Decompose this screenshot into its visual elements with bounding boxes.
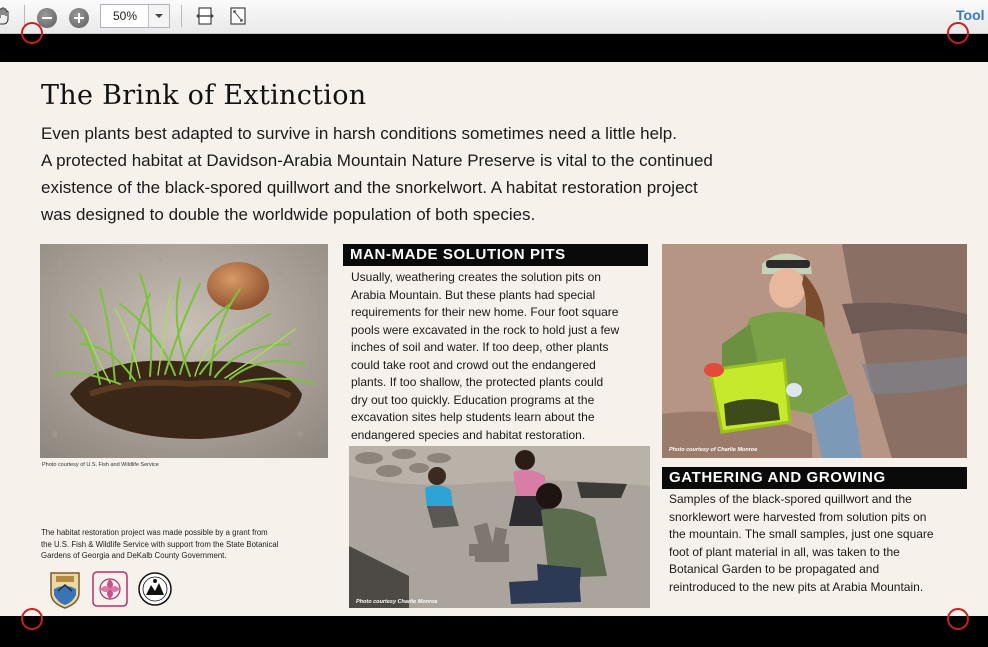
- fit-page-icon: [229, 6, 247, 26]
- text-line: the mountain. The small samples, just one square: [669, 527, 934, 541]
- funding-credits: [41, 527, 331, 562]
- text-line: inches of soil and water. If too deep, other plants: [351, 340, 609, 354]
- tools-link[interactable]: Tool: [956, 7, 985, 23]
- section-body: [351, 269, 651, 444]
- photo-credit: Photo courtesy of Charlie Monroe: [669, 447, 758, 453]
- excavation-photo: [349, 446, 650, 608]
- text-line: Arabia Mountain. But these plants had special: [351, 287, 596, 302]
- fit-width-icon: [196, 6, 214, 26]
- text-line: foot of plant material in all, was taken to the: [669, 544, 900, 559]
- text-line: Samples of the black-spored quillwort and the: [669, 492, 912, 506]
- intro-paragraph: [41, 120, 901, 228]
- hand-icon[interactable]: [0, 4, 12, 28]
- intro-line: A protected habitat at Davidson-Arabia Mountain Nature Preserve is vital to the continued: [41, 151, 713, 170]
- text-line: requirements for their new home. Four foot square: [351, 305, 619, 319]
- botanical-garden-logo: [92, 571, 126, 605]
- usfws-logo: [48, 571, 82, 605]
- registration-mark: [947, 22, 969, 44]
- credit-line: the U.S. Fish & Wildlife Service with support from the State Botanical: [41, 539, 279, 549]
- dekalb-county-logo: [137, 571, 171, 605]
- text-line: could take root and crowd out the endangered: [351, 357, 596, 372]
- registration-mark: [21, 608, 43, 630]
- credit-line: The habitat restoration project was made possible by a grant from: [41, 528, 268, 537]
- section-heading: MAN-MADE SOLUTION PITS: [343, 244, 648, 266]
- zoom-in-button[interactable]: [68, 4, 90, 28]
- intro-line: Even plants best adapted to survive in harsh conditions sometimes need a little help.: [41, 124, 677, 143]
- fit-page-button[interactable]: [227, 4, 249, 28]
- photo-credit: Photo courtesy of U.S. Fish and Wildlife Service: [42, 462, 159, 468]
- text-line: Usually, weathering creates the solution pits on: [351, 270, 601, 284]
- gathering-photo: [662, 244, 967, 458]
- text-line: Botanical Garden to be propagated and: [669, 562, 880, 576]
- section-body: [669, 491, 969, 596]
- fit-width-button[interactable]: [194, 4, 216, 28]
- text-line: endangered species and habitat restoration.: [351, 427, 586, 442]
- pdf-toolbar: [0, 0, 988, 34]
- zoom-select[interactable]: [100, 4, 170, 28]
- text-line: snorklewort were harvested from solution pits on: [669, 509, 927, 524]
- intro-line: existence of the black-spored quillwort and the snorkelwort. A habitat restoration project: [41, 178, 698, 197]
- registration-mark: [21, 22, 43, 44]
- credit-line: Gardens of Georgia and DeKalb County Government.: [41, 551, 227, 560]
- registration-mark: [947, 608, 969, 630]
- text-line: pools were excavated in the rock to hold just a few: [351, 322, 620, 337]
- photo-credit: Photo courtesy Charlie Monroe: [356, 599, 438, 605]
- intro-line: was designed to double the worldwide population of both species.: [41, 205, 536, 224]
- text-line: dry out too quickly. Education programs at the: [351, 392, 595, 407]
- zoom-in-icon: [69, 8, 89, 28]
- section-heading: GATHERING AND GROWING: [662, 467, 967, 489]
- toolbar-divider: [181, 5, 182, 27]
- text-line: plants. If too shallow, the protected plants could: [351, 375, 604, 389]
- chevron-down-icon[interactable]: [148, 5, 169, 27]
- page-title: The Brink of Extinction: [41, 80, 367, 111]
- text-line: excavation sites help students learn about the: [351, 410, 595, 424]
- zoom-value[interactable]: 50%: [112, 9, 138, 23]
- text-line: reintroduced to the new pits at Arabia Mountain.: [669, 579, 924, 594]
- quillwort-photo: [40, 244, 328, 458]
